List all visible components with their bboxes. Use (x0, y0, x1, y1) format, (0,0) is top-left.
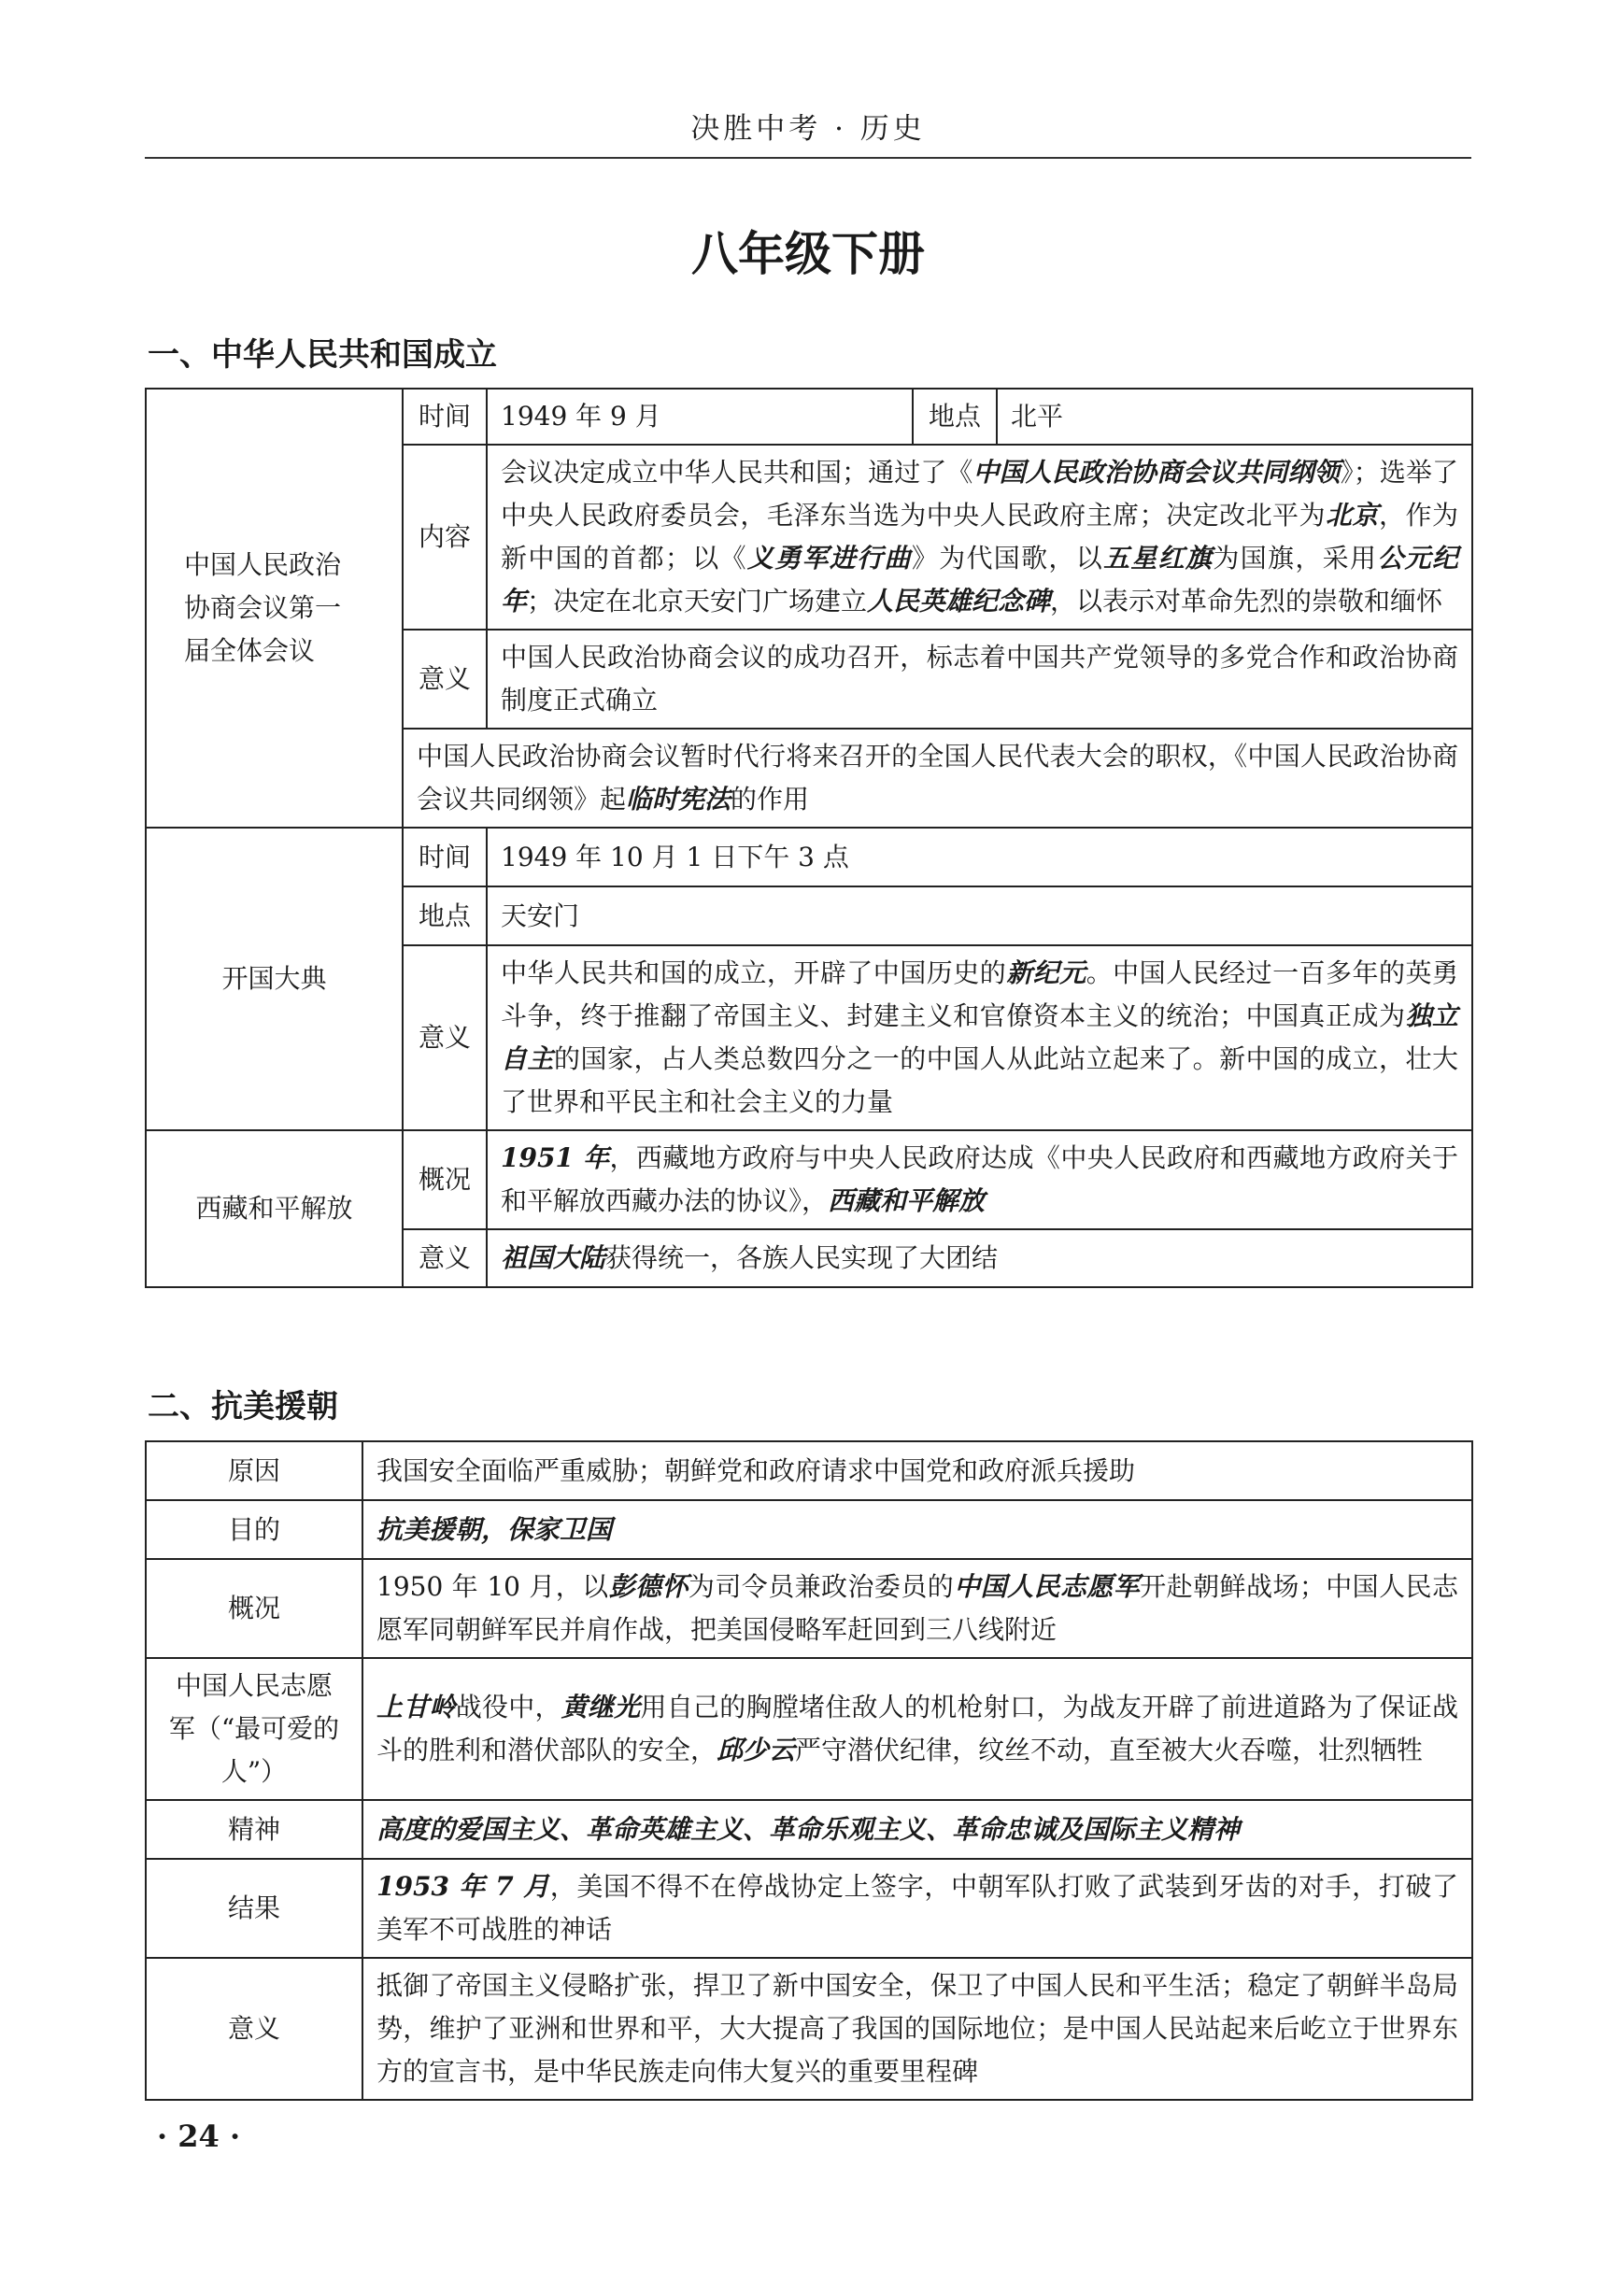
emphasis-text: 上甘岭 (376, 1692, 456, 1722)
cppcc-content (487, 445, 1472, 630)
emphasis-text: 临时宪法 (626, 784, 731, 815)
emphasis-text: 高度的爱国主义、革命英雄主义、革命乐观主义、革命忠诚及国际主义精神 (376, 1813, 1241, 1845)
emphasis-text: 公元纪年 (501, 543, 1458, 617)
row-content (362, 1958, 1472, 2100)
table-row (146, 1441, 1472, 1500)
body-text: 用自己的胸膛堵住敌人的机枪射口，为战友开辟了前进道路为了保证战斗的胜利和潜伏部队的安全， (376, 1692, 1458, 1765)
body-text: ，以表示对革命先烈的崇敬和缅怀 (1050, 586, 1443, 617)
tibet-overview-label: 概况 (403, 1130, 487, 1229)
cppcc-significance-label: 意义 (403, 630, 487, 729)
founding-significance-label: 意义 (403, 945, 487, 1130)
row-content (362, 1859, 1472, 1958)
body-text: 我国安全面临严重威胁；朝鲜党和政府请求中国党和政府派兵援助 (376, 1454, 1136, 1486)
emphasis-text: 人民英雄纪念碑 (867, 586, 1051, 617)
cppcc-time-label: 时间 (403, 389, 487, 445)
emphasis-text: 邱少云 (717, 1735, 796, 1765)
body-text: 的国家，占人类总数四分之一的中国人从此站立起来了。新中国的成立，壮大了世界和平民主和社会主义的力量 (501, 1043, 1458, 1117)
row-label: 目的 (146, 1500, 362, 1559)
emphasis-text: 1951 年 (501, 1142, 610, 1173)
body-text: ，西藏地方政府与中央人民政府达成《中央人民政府和西藏地方政府关于和平解放西藏办法的协议》， (501, 1142, 1458, 1216)
body-text: 开赴朝鲜战场；中国人民志愿军同朝鲜军民并肩作战，把美国侵略军赶回到三八线附近 (376, 1571, 1458, 1645)
cppcc-place-value: 北平 (997, 389, 1472, 445)
table-row (146, 1859, 1472, 1958)
row-label: 意义 (146, 1958, 362, 2100)
row-content (362, 1658, 1472, 1800)
row-content (362, 1500, 1472, 1559)
row-content (362, 1559, 1472, 1658)
table-row (146, 1800, 1472, 1859)
body-text: 抵御了帝国主义侵略扩张，捍卫了新中国安全，保卫了中国人民和平生活；稳定了朝鲜半岛局势，维护了亚洲和世界和平，大大提高了我国的国际地位；是中国人民站起来后屹立于世界东方的宣言书，是中华民族走向伟大复兴的重要里程碑 (376, 1970, 1458, 2087)
table-row (146, 1500, 1472, 1559)
row-content (362, 1800, 1472, 1859)
emphasis-text: 彭德怀 (608, 1571, 688, 1602)
body-text: 为司令员兼政治委员的 (688, 1571, 955, 1602)
body-text: 1950 年 10 月，以 (376, 1571, 609, 1602)
emphasis-text: 祖国大陆 (501, 1242, 606, 1273)
emphasis-text: 中国人民政治协商会议共同纲领 (972, 457, 1341, 488)
page-number: · 24 · (157, 2119, 241, 2154)
emphasis-text: 独立自主 (501, 1000, 1458, 1074)
emphasis-text: 抗美援朝，保家卫国 (376, 1513, 613, 1545)
table-row (146, 1559, 1472, 1658)
emphasis-text: 新纪元 (1006, 957, 1086, 988)
table-row (146, 389, 1472, 445)
founding-time-value: 1949 年 10 月 1 日下午 3 点 (487, 828, 1472, 886)
table-row (146, 1130, 1472, 1229)
body-text: 》为代国歌，以 (911, 543, 1104, 574)
row-label: 精神 (146, 1800, 362, 1859)
tibet-name-cell: 西藏和平解放 (146, 1130, 403, 1287)
body-text: 会议决定成立中华人民共和国；通过了《 (501, 457, 973, 488)
row-label: 原因 (146, 1441, 362, 1500)
row-label: 结果 (146, 1859, 362, 1958)
cppcc-time-value: 1949 年 9 月 (487, 389, 913, 445)
founding-time-label: 时间 (403, 828, 487, 886)
section1-title: 一、中华人民共和国成立 (148, 336, 497, 374)
tibet-significance (487, 1229, 1472, 1287)
row-content (362, 1441, 1472, 1500)
section2-title: 二、抗美援朝 (148, 1388, 338, 1425)
cppcc-name-cell: 中国人民政治协商会议第一届全体会议 (146, 389, 403, 828)
cppcc-place-label: 地点 (913, 389, 997, 445)
body-text: 中国人民政治协商会议暂时代行将来召开的全国人民代表大会的职权，《中国人民政治协商会议共同纲领》起 (417, 741, 1458, 815)
cppcc-content-label: 内容 (403, 445, 487, 630)
grade-title: 八年级下册 (691, 227, 925, 281)
body-text: ，美国不得不在停战协定上签字，中朝军队打败了武装到牙齿的对手，打破了美军不可战胜的神话 (376, 1871, 1458, 1945)
founding-table (145, 388, 1473, 1288)
emphasis-text: 义勇军进行曲 (746, 543, 912, 574)
founding-name-cell: 开国大典 (146, 828, 403, 1130)
founding-significance (487, 945, 1472, 1130)
header-rule (145, 157, 1471, 159)
emphasis-text: 北京 (1326, 500, 1380, 531)
table-row (146, 1958, 1472, 2100)
emphasis-text: 西藏和平解放 (828, 1185, 986, 1216)
emphasis-text: 中国人民志愿军 (954, 1571, 1141, 1602)
founding-place-label: 地点 (403, 886, 487, 945)
body-text: ，作为新中国的首都；以《 (501, 500, 1458, 574)
body-text: 的作用 (731, 784, 810, 815)
row-label: 中国人民志愿军（“最可爱的人”） (146, 1658, 362, 1800)
table-row (146, 828, 1472, 886)
cppcc-note (403, 729, 1472, 828)
table-row (146, 1658, 1472, 1800)
body-text: 。中国人民经过一百多年的英勇斗争，终于推翻了帝国主义、封建主义和官僚资本主义的统治；中国真正成为 (501, 957, 1458, 1031)
founding-place-value: 天安门 (487, 886, 1472, 945)
korea-war-table (145, 1440, 1473, 2101)
row-label: 概况 (146, 1559, 362, 1658)
tibet-significance-label: 意义 (403, 1229, 487, 1287)
body-text: 为国旗，采用 (1213, 543, 1378, 574)
cppcc-significance: 中国人民政治协商会议的成功召开，标志着中国共产党领导的多党合作和政治协商制度正式确立 (487, 630, 1472, 729)
body-text: 严守潜伏纪律，纹丝不动，直至被大火吞噬，壮烈牺牲 (795, 1735, 1424, 1765)
body-text: 》；选举了中央人民政府委员会，毛泽东当选为中央人民政府主席；决定改北平为 (501, 457, 1458, 531)
emphasis-text: 五星红旗 (1103, 543, 1214, 574)
body-text: 战役中， (455, 1692, 561, 1722)
body-text: 中华人民共和国的成立，开辟了中国历史的 (501, 957, 1007, 988)
tibet-overview (487, 1130, 1472, 1229)
body-text: ；决定在北京天安门广场建立 (527, 586, 868, 617)
body-text: 获得统一，各族人民实现了大团结 (605, 1242, 999, 1273)
emphasis-text: 1953 年 7 月 (376, 1871, 550, 1902)
running-header: 决胜中考 · 历史 (690, 112, 926, 146)
emphasis-text: 黄继光 (561, 1692, 641, 1722)
